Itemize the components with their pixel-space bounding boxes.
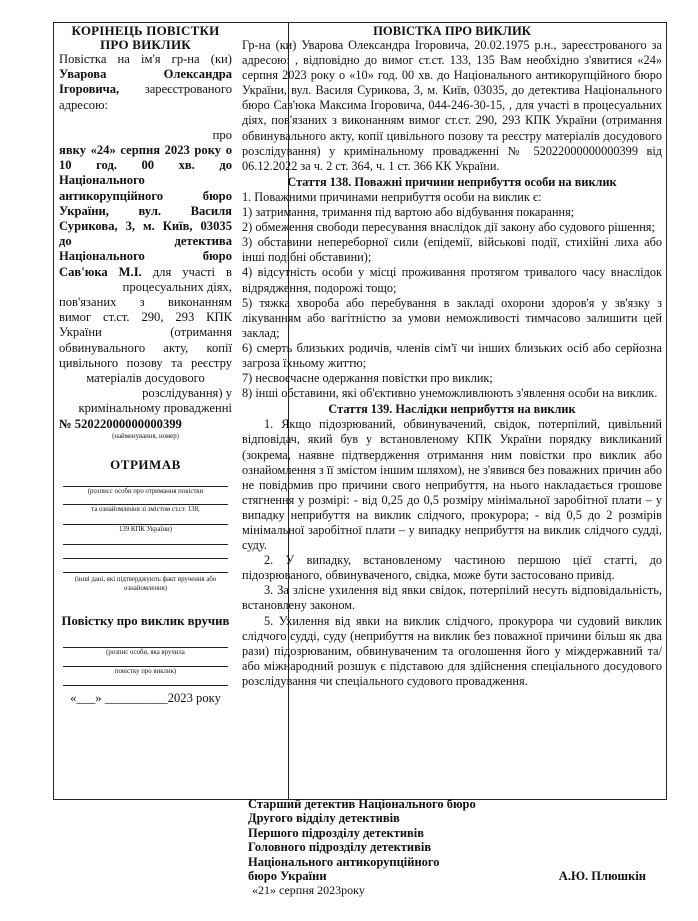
signature-position-line: Національного антикорупційного bbox=[248, 854, 440, 869]
stub-detective: Сав'юка М.І. bbox=[59, 264, 142, 279]
summons-main bbox=[242, 24, 662, 689]
signature-position-line: Головного підрозділу детективів bbox=[248, 840, 432, 855]
stub-line: Сурикова, 3, м. Київ, 03035 bbox=[59, 219, 232, 234]
stub-caption: (найменування, номер) bbox=[112, 432, 179, 440]
signature-position-line: Другого відділу детективів bbox=[248, 811, 400, 826]
article-139 bbox=[242, 417, 662, 689]
article-138-item: 6) смерть близьких родичів, членів сім'ї чи інших близьких осіб або серйозна загроза їхньому життю; bbox=[242, 340, 662, 370]
stub-date: явку «24» серпня 2023 року о bbox=[59, 143, 232, 158]
stub-line: для участі в bbox=[152, 264, 232, 279]
article-139-title: Стаття 139. Наслідки неприбуття на виклик bbox=[328, 402, 576, 417]
received-caption: (інші дані, які підтверджують факт вручення або bbox=[74, 576, 217, 584]
received-caption: 139 КПК України) bbox=[119, 526, 172, 534]
signature-line bbox=[63, 572, 228, 573]
signature-line bbox=[63, 558, 228, 559]
received-caption: та ознайомлення зі змістом ст.ст. 138, bbox=[91, 506, 200, 514]
article-138-item: 7) несвоєчасне одержання повістки про виклик; bbox=[242, 371, 493, 386]
stub-line: України (отримання bbox=[59, 325, 232, 340]
stub-person-patronymic: Ігоровича, bbox=[59, 82, 120, 97]
signature-date: «21» серпня 2023року bbox=[252, 883, 365, 898]
stub-line: про bbox=[212, 127, 232, 142]
article-138-item: 5) тяжка хвороба або перебування в закладі охорони здоров'я у зв'язку з лікуванням або вагітністю за умови неможливості тимчасово залишити цей заклад; bbox=[242, 295, 662, 340]
signature-position-line: Першого підрозділу детективів bbox=[248, 825, 425, 840]
article-139-paragraph: 3. За злісне ухилення від явки свідок, потерпілий несуть відповідальність, встановлену законом. bbox=[242, 583, 662, 613]
received-title: ОТРИМАВ bbox=[110, 456, 181, 472]
stub-line: обвинувального акту, копії bbox=[59, 340, 232, 355]
stub-line: розслідування) у bbox=[142, 386, 232, 401]
article-139-paragraph: 2. У випадку, встановленому частиною першою цієї статті, до підозрюваного, обвинуваченого, свідка, може бути застосовано привід. bbox=[242, 553, 662, 583]
stub-line: пов'язаних з виконанням bbox=[59, 295, 232, 310]
stub-line: вимог ст.ст. 290, 293 КПК bbox=[59, 310, 232, 325]
stub-line: Національного бюро bbox=[59, 249, 232, 264]
stub-line: Повістка на ім'я гр-на (ки) bbox=[59, 52, 232, 66]
signature-block bbox=[248, 797, 668, 898]
article-139-paragraph: 1. Якщо підозрюваний, обвинувачений, свідок, потерпілий, цивільний відповідач, який був у встановленому КПК України порядку викликаний (зокрема, наявне підтвердження отримання ним повістки про виклик або ознайомлення з її змістом іншим шляхом), не з'явився без поважних причин або не повідомив про причини свого неприбуття, на нього накладається грошове стягнення у розмірі: - від 0,25 до 0,5 розміру мінімальної заробітної плати – у випадку неприбуття на виклик слідчого, прокурора; - від 0,5 до 2 розмірів мінімальної заробітної плати – у випадку неприбуття на виклик слідчого судді, суду. bbox=[242, 417, 662, 553]
stub-line: Національного bbox=[59, 173, 145, 188]
stub-line: антикорупційного бюро bbox=[59, 188, 232, 203]
delivered-caption: повістку про виклик) bbox=[114, 668, 177, 676]
signature-position-line: бюро України bbox=[248, 869, 327, 884]
summons-stub bbox=[59, 24, 232, 706]
received-caption: (розписс особи про отримання повістки bbox=[87, 488, 204, 496]
stub-line: України, вул. Василя bbox=[59, 203, 232, 218]
stub-person-name: Уварова Олександра bbox=[59, 67, 232, 82]
stub-case-number: № 52022000000000399 bbox=[59, 416, 182, 431]
signature-line bbox=[63, 544, 228, 545]
delivered-caption: (розпис особи, яка вручила bbox=[106, 649, 185, 657]
article-138-item: 1. Поважними причинами неприбуття особи на виклик є: bbox=[242, 189, 542, 204]
article-138-item: 1) затримання, тримання під вартою або відбування покарання; bbox=[242, 205, 575, 220]
summons-title: ПОВІСТКА ПРО ВИКЛИК bbox=[373, 24, 531, 38]
stub-line: кримінальному провадженні bbox=[78, 401, 232, 416]
stub-line: зареєстрованого bbox=[144, 82, 232, 97]
article-138-item: 3) обставини непереборної сили (епідемії, військові події, стихійні лиха або інші подібні обставини); bbox=[242, 235, 662, 265]
summons-body: Гр-на (ки) Уварова Олександра Ігоровича, 20.02.1975 р.н., зареєстрованого за адресою: , відповідно до вимог ст.ст. 133, 135 Вам необхідно з'явитися «24» серпня 2023 року о «10» год. 00 хв. до Національного антикорупційного бюро України, вул. Василя Сурикова, 3, м. Київ, 03035, до детектива Національного бюро Сав'юка Максима Ігоровича, 044-246-30-15, , для участі в процесуальних діях, пов'язаних з виконанням вимог ст.ст. 290, 293 КПК України (отримання обвинувального акту, копії цивільного позову та реєстру матеріалів досудового розслідування) у кримінальному провадженні № 52022000000000399 від 06.12.2022 за ч. 2 ст. 364, ч. 1 ст. 366 КК України. bbox=[242, 38, 662, 173]
article-138-item: 4) відсутність особи у місці проживання протягом тривалого часу внаслідок відрядження, подорожі тощо; bbox=[242, 265, 662, 295]
article-138-item: 8) інші обставини, які об'єктивно унеможливлюють з'явлення особи на виклик. bbox=[242, 386, 658, 401]
stub-line: до детектива bbox=[59, 234, 232, 249]
signature-position-line: Старший детектив Національного бюро bbox=[248, 797, 476, 811]
article-139-paragraph: 5. Ухилення від явки на виклик слідчого, прокурора чи судовий виклик слідчого судді, суду (неприбуття на виклик без поважної причини більш як два рази) підозрюваним, обвинуваченим та оголошення його у міждержавний та/або міжнародний розшук є підставою для здійснення спеціального досудового розслідування чи спеціального судового провадження. bbox=[242, 613, 662, 688]
stub-time: 10 год. 00 хв. до bbox=[59, 158, 232, 173]
stub-line: адресою: bbox=[59, 97, 108, 112]
signatory-name: А.Ю. Плюшкін bbox=[558, 869, 646, 883]
article-138-title: Стаття 138. Поважні причини неприбуття особи на виклик bbox=[287, 174, 617, 189]
article-138 bbox=[242, 190, 662, 401]
article-138-item: 2) обмеження свободи пересування внаслідок дії закону або судового рішення; bbox=[242, 220, 655, 235]
stub-line: матеріалів досудового bbox=[86, 371, 205, 386]
stub-line: цивільного позову та реєстру bbox=[59, 355, 232, 370]
delivered-title: Повістку про виклик вручив bbox=[61, 614, 230, 629]
received-caption: ознайомлення) bbox=[123, 585, 168, 593]
stub-date-line: «___» __________2023 року bbox=[70, 691, 221, 706]
stub-title: КОРІНЕЦЬ ПОВІСТКИ ПРО ВИКЛИК bbox=[71, 23, 220, 52]
stub-line: процесуальних діях, bbox=[122, 279, 232, 294]
signature-line bbox=[63, 685, 228, 686]
